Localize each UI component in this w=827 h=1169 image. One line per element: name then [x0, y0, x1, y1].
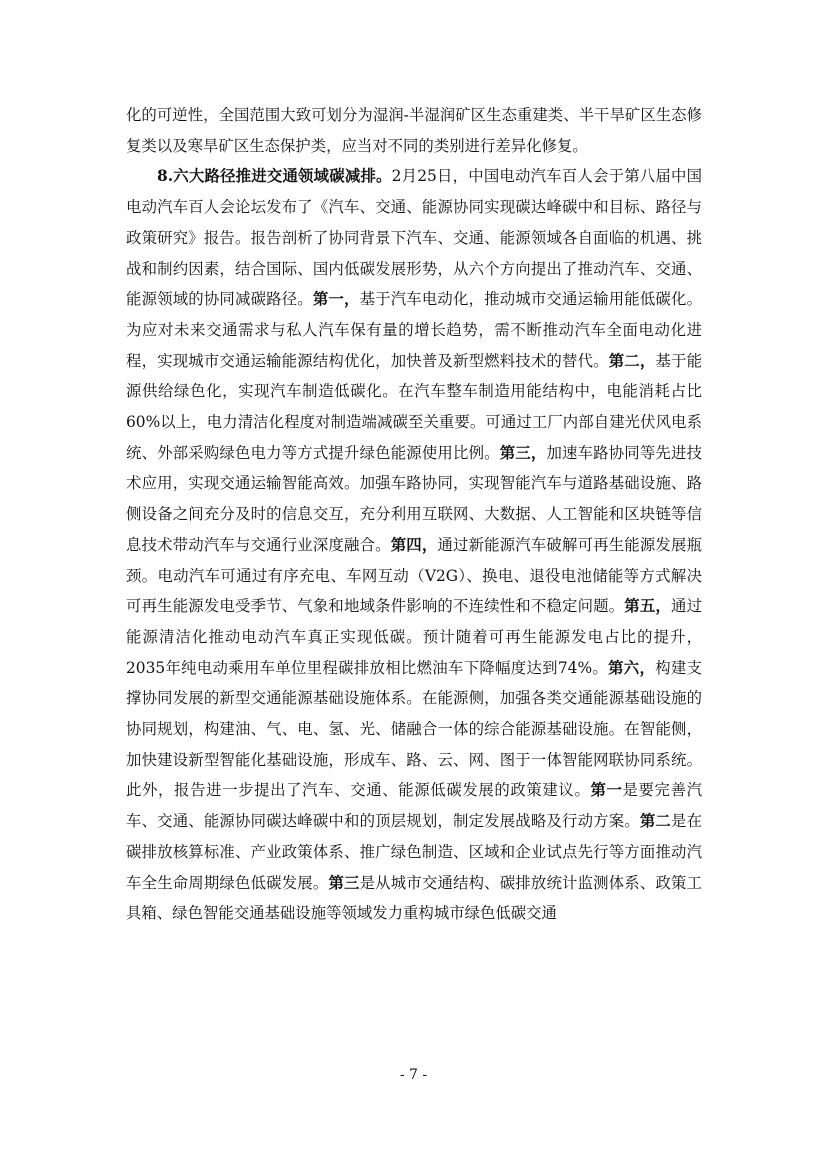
path-third-label: 第三， [499, 443, 547, 462]
path-fourth-text: 通过新能源汽车破解可再生能源发展瓶颈。电动汽车可通过有序充电、车网互动（V2G）、换电、退役电池储能等方式解决可再生能源发电受季节、气象和地域条件影响的不连续性和不稳定问题。 [126, 535, 702, 616]
recommendation-second-text: 是在碳排放核算标准、产业政策体系、推广绿色制造、区域和企业试点先行等方面推动汽车全生命周期绿色低碳发展。 [126, 812, 702, 892]
recommendation-third-text: 是从城市交通结构、碳排放统计监测体系、政策工具箱、绿色智能交通基础设施等领域发力重构城市绿色低碳交通 [126, 873, 702, 923]
path-first-label: 第一， [312, 290, 360, 309]
paragraph-text: 化的可逆性，全国范围大致可划分为湿润-半湿润矿区生态重建类、半干旱矿区生态修复类以及寒旱矿区生态保护类，应当对不同的类别进行差异化修复。 [126, 106, 702, 155]
path-sixth-text: 构建支撑协同发展的新型交通能源基础设施体系。在能源侧，加强各类交通能源基础设施的协同规划，构建油、气、电、氢、光、储融合一体的综合能源基础设施。在智能侧，加快建设新型智能化基础设施，形成车、路、云、网、图于一体智能网联协同系统。此外，报告进一步提出了汽车、交通、能源低碳发展的政策建议。 [126, 658, 702, 800]
path-fifth-label: 第五， [624, 597, 671, 616]
recommendation-first-text: 是要完善汽车、交通、能源协同碳达峰碳中和的顶层规划，制定发展战略及行动方案。 [126, 781, 702, 831]
path-sixth-label: 第六， [608, 658, 656, 677]
recommendation-third-label: 第三 [328, 873, 360, 892]
path-fourth-label: 第四， [390, 535, 438, 554]
section-heading: 8.六大路径推进交通领域碳减排。 [157, 167, 392, 186]
path-fifth-text: 通过能源清洁化推动电动汽车真正实现低碳。预计随着可再生能源发电占比的提升，2035年纯电动乘用车单位里程碳排放相比燃油车下降幅度达到74%。 [126, 597, 702, 677]
recommendation-first-label: 第一 [590, 781, 623, 800]
body-text [126, 100, 702, 929]
report-intro: 2月25日，中国电动汽车百人会于第八届中国电动汽车百人会论坛发布了《汽车、交通、能源协同实现碳达峰碳中和目标、路径与政策研究》报告。报告剖析了协同背景下汽车、交通、能源领域各自面临的机遇、挑战和制约因素，结合国际、国内低碳发展形势，从六个方向提出了推动汽车、交通、能源领域的协同减碳路径。 [126, 167, 702, 309]
path-first-text: 基于汽车电动化，推动城市交通运输用能低碳化。为应对未来交通需求与私人汽车保有量的增长趋势，需不断推动汽车全面电动化进程，实现城市交通运输能源结构优化，加快普及新型燃料技术的替代。 [126, 290, 702, 370]
path-second-text: 基于能源供给绿色化，实现汽车制造低碳化。在汽车整车制造用能结构中，电能消耗占比60%以上，电力清洁化程度对制造端减碳至关重要。可通过工厂内部自建光伏风电系统、外部采购绿色电力等方式提升绿色能源使用比例。 [126, 351, 702, 462]
page-number: - 7 - [399, 1067, 428, 1083]
paragraph-ecology [126, 100, 702, 161]
path-second-label: 第二， [608, 351, 656, 370]
paragraph-transport-carbon [126, 161, 702, 929]
path-third-text: 加速车路协同等先进技术应用，实现交通运输智能高效。加强车路协同，实现智能汽车与道路基础设施、路侧设备之间充分及时的信息交互，充分利用互联网、大数据、人工智能和区块链等信息技术带动汽车与交通行业深度融合。 [126, 443, 702, 554]
recommendation-second-label: 第二 [639, 812, 672, 831]
